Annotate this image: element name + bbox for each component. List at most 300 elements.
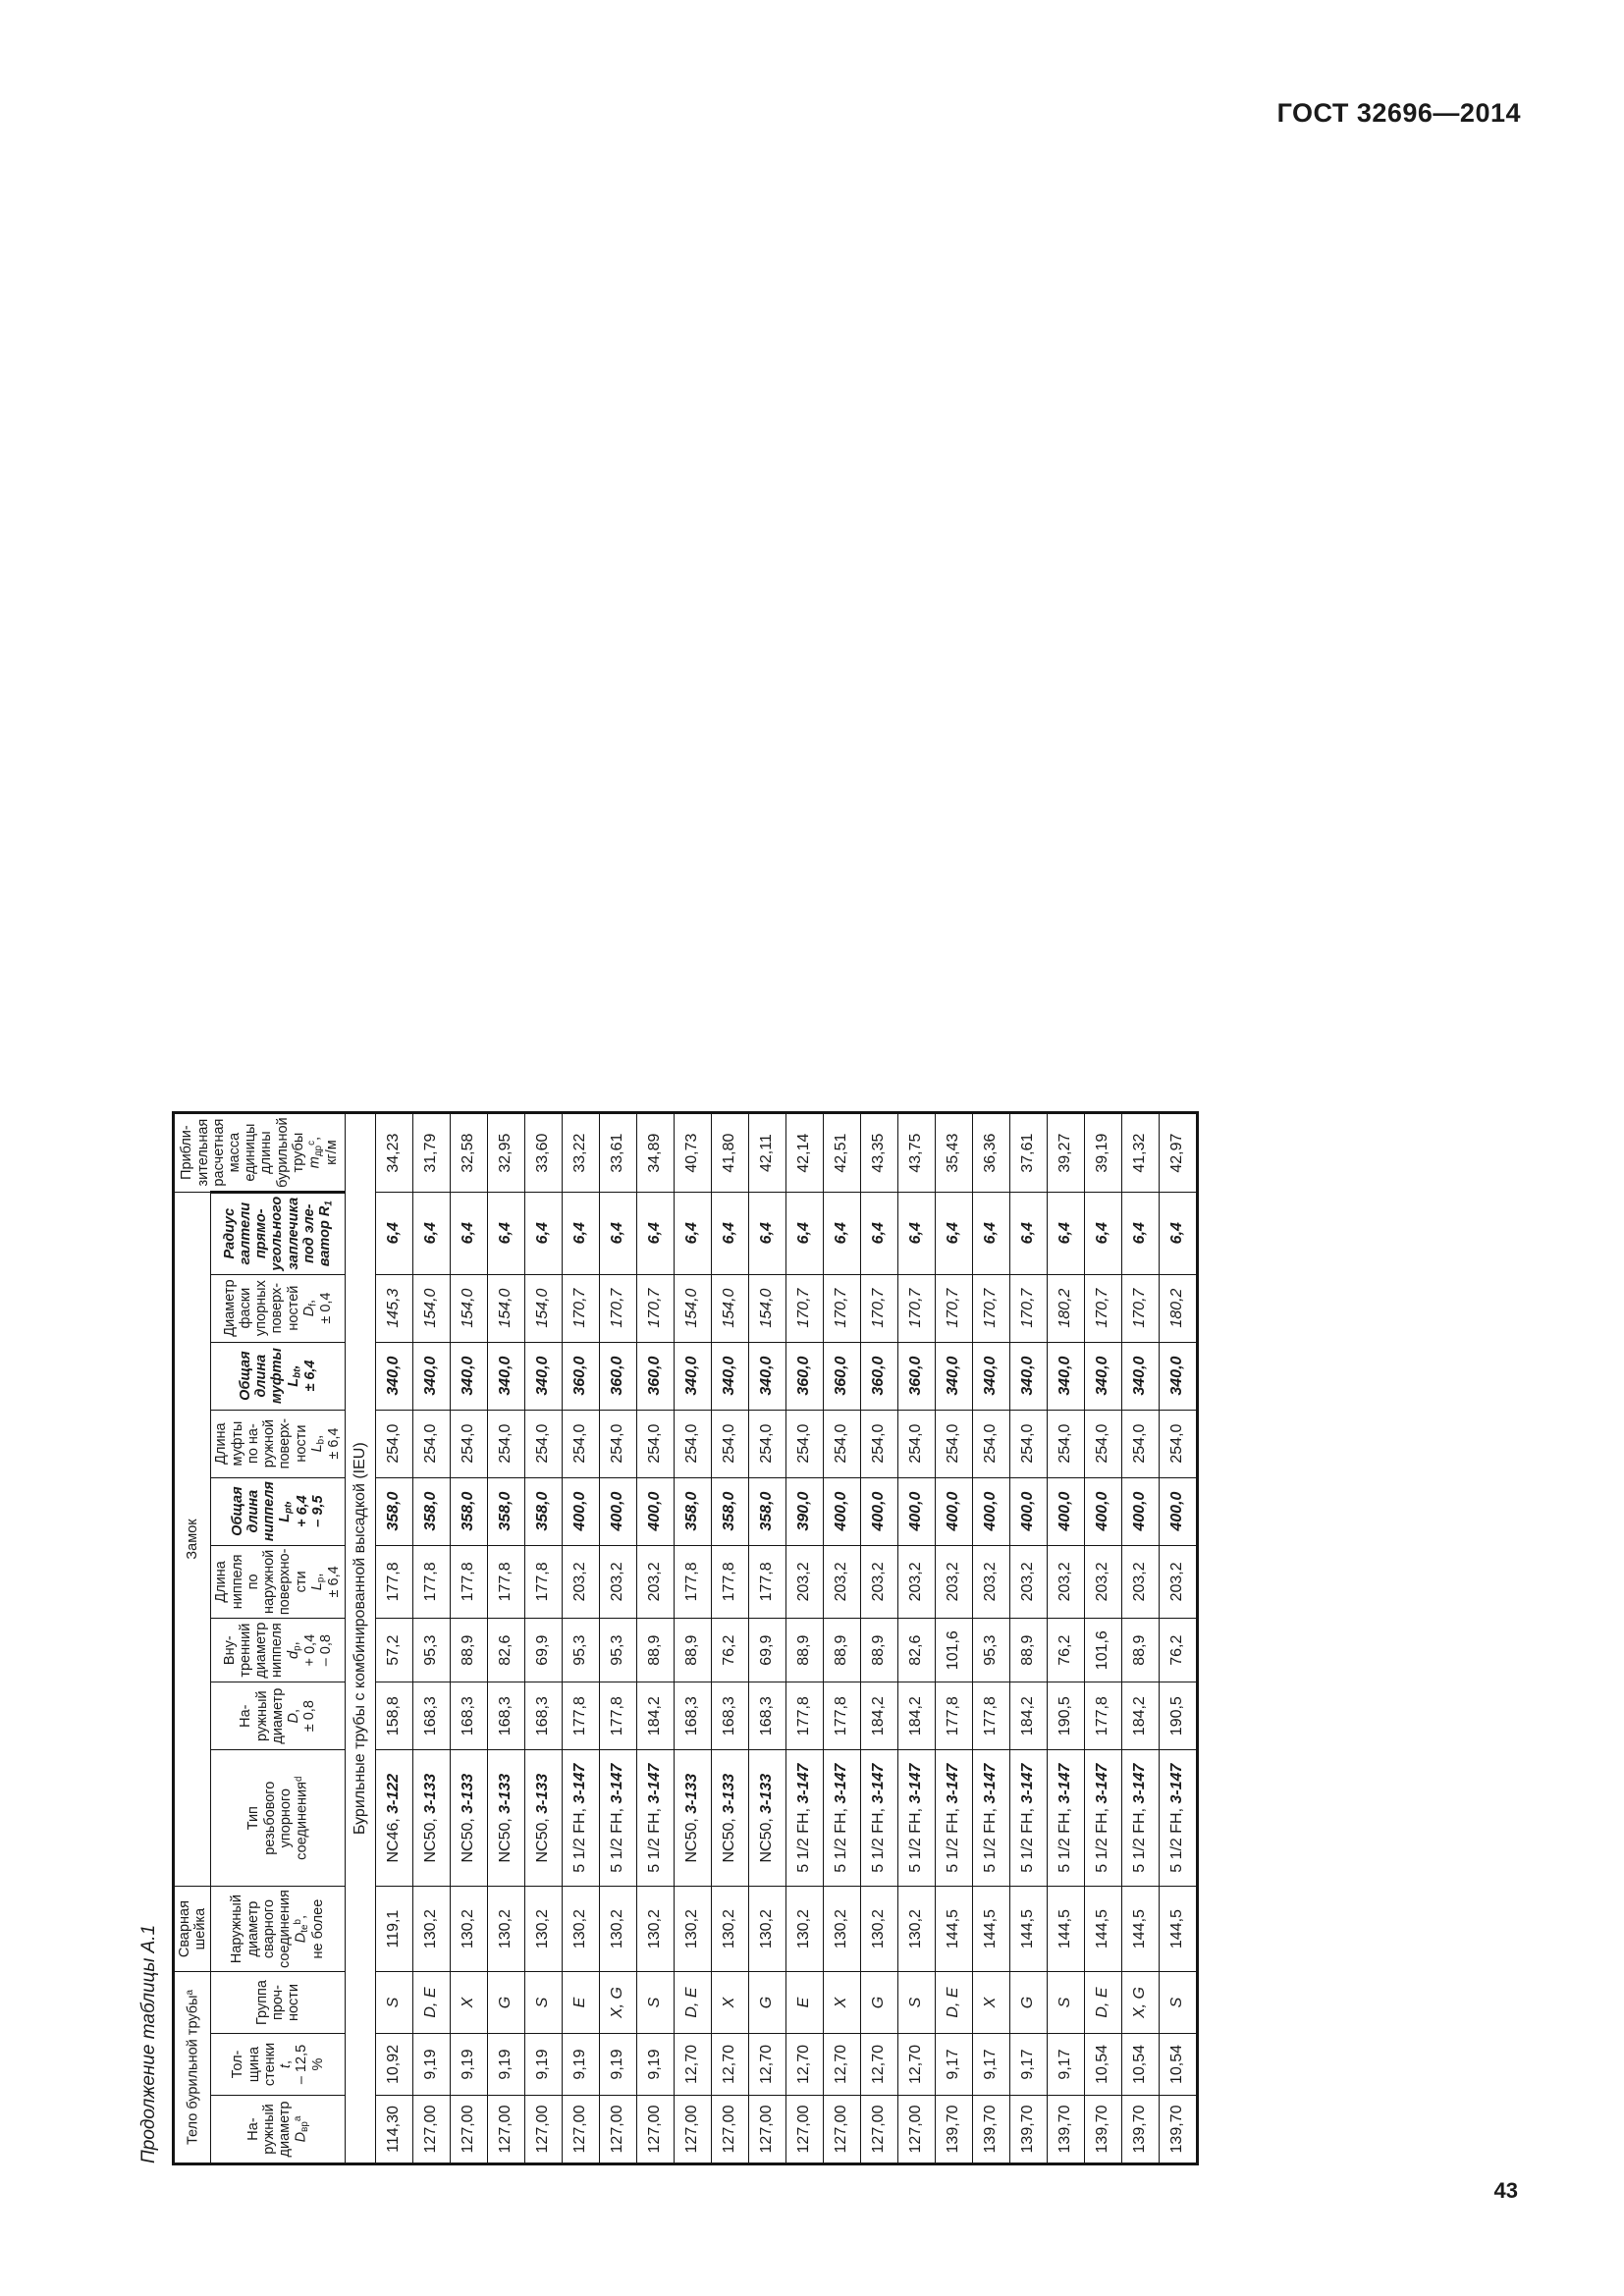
table-row bbox=[711, 1112, 748, 2163]
cell-weld-diameter: 130,2 bbox=[487, 1886, 524, 1971]
cell-box-length: 254,0 bbox=[935, 1410, 972, 1477]
cell-joint-outer-diameter: 184,2 bbox=[1009, 1682, 1047, 1749]
cell-strength-group: E bbox=[785, 1971, 823, 2033]
cell-strength-group: S bbox=[1159, 1971, 1197, 2033]
cell-strength-group: X bbox=[972, 1971, 1009, 2033]
cell-pin-length: 177,8 bbox=[524, 1545, 562, 1619]
cell-outer-diameter: 127,00 bbox=[674, 2095, 711, 2163]
cell-shoulder-bevel-diameter: 170,7 bbox=[1009, 1274, 1047, 1342]
cell-joint-outer-diameter: 168,3 bbox=[674, 1682, 711, 1749]
cell-elevator-fillet-radius: 6,4 bbox=[562, 1192, 599, 1274]
cell-pin-total-length: 400,0 bbox=[1084, 1477, 1121, 1545]
cell-box-total-length: 340,0 bbox=[1047, 1342, 1084, 1410]
cell-wall-thickness: 12,70 bbox=[674, 2033, 711, 2095]
cell-pin-inner-diameter: 95,3 bbox=[599, 1618, 636, 1682]
table-row bbox=[375, 1112, 412, 2163]
cell-strength-group: S bbox=[636, 1971, 674, 2033]
cell-pin-length: 203,2 bbox=[972, 1545, 1009, 1619]
cell-elevator-fillet-radius: 6,4 bbox=[1009, 1192, 1047, 1274]
cell-strength-group: X bbox=[711, 1971, 748, 2033]
cell-joint-outer-diameter: 184,2 bbox=[636, 1682, 674, 1749]
table-body bbox=[345, 1112, 1197, 2163]
page-number: 43 bbox=[1493, 2178, 1518, 2203]
cell-joint-outer-diameter: 184,2 bbox=[860, 1682, 897, 1749]
cell-pin-length: 203,2 bbox=[935, 1545, 972, 1619]
table-row bbox=[450, 1112, 487, 2163]
cell-pin-inner-diameter: 88,9 bbox=[823, 1618, 860, 1682]
cell-weld-diameter: 144,5 bbox=[1047, 1886, 1084, 1971]
cell-joint-outer-diameter: 168,3 bbox=[711, 1682, 748, 1749]
cell-wall-thickness: 12,70 bbox=[711, 2033, 748, 2095]
cell-box-length: 254,0 bbox=[375, 1410, 412, 1477]
cell-shoulder-bevel-diameter: 170,7 bbox=[636, 1274, 674, 1342]
cell-pin-length: 203,2 bbox=[1047, 1545, 1084, 1619]
cell-strength-group: G bbox=[748, 1971, 785, 2033]
cell-mass: 39,19 bbox=[1084, 1112, 1121, 1191]
col-header-pin-total-length: Общая длина ниппеля $L_{pt}$, + 6,4 – 9,5 bbox=[211, 1477, 345, 1545]
cell-pin-total-length: 400,0 bbox=[972, 1477, 1009, 1545]
cell-elevator-fillet-radius: 6,4 bbox=[972, 1192, 1009, 1274]
cell-box-length: 254,0 bbox=[599, 1410, 636, 1477]
cell-pin-length: 203,2 bbox=[1009, 1545, 1047, 1619]
cell-connection-type: 5 1/2 FH, 3-147 bbox=[897, 1749, 935, 1886]
cell-outer-diameter: 127,00 bbox=[897, 2095, 935, 2163]
cell-shoulder-bevel-diameter: 170,7 bbox=[562, 1274, 599, 1342]
cell-pin-length: 177,8 bbox=[487, 1545, 524, 1619]
cell-outer-diameter: 127,00 bbox=[748, 2095, 785, 2163]
cell-pin-inner-diameter: 95,3 bbox=[972, 1618, 1009, 1682]
cell-wall-thickness: 12,70 bbox=[860, 2033, 897, 2095]
cell-joint-outer-diameter: 177,8 bbox=[599, 1682, 636, 1749]
cell-pin-length: 203,2 bbox=[860, 1545, 897, 1619]
cell-wall-thickness: 12,70 bbox=[823, 2033, 860, 2095]
cell-mass: 33,61 bbox=[599, 1112, 636, 1191]
cell-connection-type: 5 1/2 FH, 3-147 bbox=[1159, 1749, 1197, 1886]
cell-wall-thickness: 9,17 bbox=[1047, 2033, 1084, 2095]
cell-pin-total-length: 390,0 bbox=[785, 1477, 823, 1545]
cell-mass: 32,58 bbox=[450, 1112, 487, 1191]
table-row bbox=[562, 1112, 599, 2163]
cell-strength-group: D, E bbox=[1084, 1971, 1121, 2033]
cell-pin-inner-diameter: 76,2 bbox=[1159, 1618, 1197, 1682]
cell-outer-diameter: 127,00 bbox=[524, 2095, 562, 2163]
cell-pin-total-length: 358,0 bbox=[674, 1477, 711, 1545]
col-header-connection-type: Тип резьбового упорного соединения$^d$ bbox=[211, 1749, 345, 1886]
table-row bbox=[972, 1112, 1009, 2163]
table-row bbox=[524, 1112, 562, 2163]
table-row bbox=[823, 1112, 860, 2163]
cell-strength-group: S bbox=[375, 1971, 412, 2033]
cell-wall-thickness: 9,17 bbox=[935, 2033, 972, 2095]
cell-box-total-length: 360,0 bbox=[897, 1342, 935, 1410]
cell-shoulder-bevel-diameter: 154,0 bbox=[674, 1274, 711, 1342]
cell-shoulder-bevel-diameter: 170,7 bbox=[935, 1274, 972, 1342]
cell-pin-inner-diameter: 95,3 bbox=[412, 1618, 450, 1682]
cell-pin-inner-diameter: 82,6 bbox=[897, 1618, 935, 1682]
table-row bbox=[1009, 1112, 1047, 2163]
cell-box-length: 254,0 bbox=[487, 1410, 524, 1477]
cell-pin-inner-diameter: 76,2 bbox=[1047, 1618, 1084, 1682]
cell-box-length: 254,0 bbox=[562, 1410, 599, 1477]
cell-joint-outer-diameter: 177,8 bbox=[972, 1682, 1009, 1749]
cell-joint-outer-diameter: 168,3 bbox=[524, 1682, 562, 1749]
cell-elevator-fillet-radius: 6,4 bbox=[636, 1192, 674, 1274]
cell-shoulder-bevel-diameter: 170,7 bbox=[860, 1274, 897, 1342]
cell-box-length: 254,0 bbox=[1121, 1410, 1159, 1477]
cell-elevator-fillet-radius: 6,4 bbox=[674, 1192, 711, 1274]
cell-mass: 33,60 bbox=[524, 1112, 562, 1191]
cell-box-total-length: 340,0 bbox=[748, 1342, 785, 1410]
cell-mass: 40,73 bbox=[674, 1112, 711, 1191]
cell-joint-outer-diameter: 177,8 bbox=[562, 1682, 599, 1749]
cell-pin-total-length: 400,0 bbox=[860, 1477, 897, 1545]
cell-mass: 37,61 bbox=[1009, 1112, 1047, 1191]
cell-pin-total-length: 358,0 bbox=[375, 1477, 412, 1545]
cell-elevator-fillet-radius: 6,4 bbox=[935, 1192, 972, 1274]
cell-pin-inner-diameter: 95,3 bbox=[562, 1618, 599, 1682]
cell-strength-group: X, G bbox=[1121, 1971, 1159, 2033]
cell-shoulder-bevel-diameter: 180,2 bbox=[1047, 1274, 1084, 1342]
cell-strength-group: G bbox=[487, 1971, 524, 2033]
cell-box-total-length: 360,0 bbox=[562, 1342, 599, 1410]
cell-outer-diameter: 139,70 bbox=[1047, 2095, 1084, 2163]
table-row bbox=[1121, 1112, 1159, 2163]
cell-box-length: 254,0 bbox=[1047, 1410, 1084, 1477]
table-row bbox=[487, 1112, 524, 2163]
cell-box-length: 254,0 bbox=[823, 1410, 860, 1477]
cell-pin-inner-diameter: 88,9 bbox=[860, 1618, 897, 1682]
cell-strength-group: X bbox=[450, 1971, 487, 2033]
cell-mass: 33,22 bbox=[562, 1112, 599, 1191]
cell-outer-diameter: 139,70 bbox=[1084, 2095, 1121, 2163]
cell-pin-inner-diameter: 69,9 bbox=[748, 1618, 785, 1682]
cell-elevator-fillet-radius: 6,4 bbox=[1121, 1192, 1159, 1274]
cell-elevator-fillet-radius: 6,4 bbox=[375, 1192, 412, 1274]
cell-pin-total-length: 400,0 bbox=[599, 1477, 636, 1545]
cell-connection-type: NC50, 3-133 bbox=[412, 1749, 450, 1886]
cell-pin-inner-diameter: 82,6 bbox=[487, 1618, 524, 1682]
cell-mass: 42,97 bbox=[1159, 1112, 1197, 1191]
cell-connection-type: 5 1/2 FH, 3-147 bbox=[860, 1749, 897, 1886]
cell-connection-type: NC50, 3-133 bbox=[748, 1749, 785, 1886]
cell-elevator-fillet-radius: 6,4 bbox=[748, 1192, 785, 1274]
table-row bbox=[1159, 1112, 1197, 2163]
cell-pin-length: 203,2 bbox=[562, 1545, 599, 1619]
cell-joint-outer-diameter: 177,8 bbox=[785, 1682, 823, 1749]
cell-box-total-length: 340,0 bbox=[1159, 1342, 1197, 1410]
cell-shoulder-bevel-diameter: 180,2 bbox=[1159, 1274, 1197, 1342]
cell-pin-length: 203,2 bbox=[785, 1545, 823, 1619]
cell-box-length: 254,0 bbox=[1084, 1410, 1121, 1477]
cell-connection-type: NC50, 3-133 bbox=[450, 1749, 487, 1886]
table-row bbox=[674, 1112, 711, 2163]
cell-box-total-length: 360,0 bbox=[785, 1342, 823, 1410]
cell-outer-diameter: 139,70 bbox=[972, 2095, 1009, 2163]
cell-mass: 42,11 bbox=[748, 1112, 785, 1191]
table-row bbox=[785, 1112, 823, 2163]
cell-pin-total-length: 400,0 bbox=[1009, 1477, 1047, 1545]
cell-wall-thickness: 12,70 bbox=[748, 2033, 785, 2095]
table-row bbox=[1084, 1112, 1121, 2163]
cell-mass: 41,80 bbox=[711, 1112, 748, 1191]
cell-shoulder-bevel-diameter: 154,0 bbox=[748, 1274, 785, 1342]
cell-pin-inner-diameter: 69,9 bbox=[524, 1618, 562, 1682]
cell-pin-length: 203,2 bbox=[1159, 1545, 1197, 1619]
cell-mass: 31,79 bbox=[412, 1112, 450, 1191]
cell-mass: 32,95 bbox=[487, 1112, 524, 1191]
cell-weld-diameter: 119,1 bbox=[375, 1886, 412, 1971]
cell-mass: 36,36 bbox=[972, 1112, 1009, 1191]
cell-pin-length: 177,8 bbox=[412, 1545, 450, 1619]
cell-elevator-fillet-radius: 6,4 bbox=[1047, 1192, 1084, 1274]
cell-pin-length: 203,2 bbox=[599, 1545, 636, 1619]
cell-mass: 34,89 bbox=[636, 1112, 674, 1191]
cell-box-total-length: 360,0 bbox=[636, 1342, 674, 1410]
cell-connection-type: 5 1/2 FH, 3-147 bbox=[599, 1749, 636, 1886]
cell-weld-diameter: 130,2 bbox=[412, 1886, 450, 1971]
cell-joint-outer-diameter: 168,3 bbox=[487, 1682, 524, 1749]
cell-outer-diameter: 139,70 bbox=[1159, 2095, 1197, 2163]
cell-strength-group: D, E bbox=[412, 1971, 450, 2033]
cell-box-length: 254,0 bbox=[636, 1410, 674, 1477]
table-row bbox=[599, 1112, 636, 2163]
table-row bbox=[636, 1112, 674, 2163]
cell-box-length: 254,0 bbox=[1009, 1410, 1047, 1477]
cell-connection-type: NC50, 3-133 bbox=[674, 1749, 711, 1886]
cell-strength-group: E bbox=[562, 1971, 599, 2033]
cell-pin-length: 177,8 bbox=[375, 1545, 412, 1619]
cell-weld-diameter: 130,2 bbox=[748, 1886, 785, 1971]
cell-box-length: 254,0 bbox=[748, 1410, 785, 1477]
cell-shoulder-bevel-diameter: 154,0 bbox=[487, 1274, 524, 1342]
group-header-weld-neck: Сварная шейка bbox=[174, 1886, 211, 1971]
cell-outer-diameter: 127,00 bbox=[636, 2095, 674, 2163]
cell-strength-group: G bbox=[860, 1971, 897, 2033]
cell-elevator-fillet-radius: 6,4 bbox=[450, 1192, 487, 1274]
section-title: Бурильные трубы с комбинированной высадкой (IEU) bbox=[345, 1112, 375, 2163]
table-row bbox=[412, 1112, 450, 2163]
cell-box-total-length: 340,0 bbox=[1009, 1342, 1047, 1410]
cell-pin-length: 177,8 bbox=[674, 1545, 711, 1619]
cell-shoulder-bevel-diameter: 170,7 bbox=[1121, 1274, 1159, 1342]
cell-elevator-fillet-radius: 6,4 bbox=[412, 1192, 450, 1274]
cell-joint-outer-diameter: 184,2 bbox=[897, 1682, 935, 1749]
cell-box-total-length: 360,0 bbox=[860, 1342, 897, 1410]
cell-pin-total-length: 400,0 bbox=[1159, 1477, 1197, 1545]
cell-mass: 39,27 bbox=[1047, 1112, 1084, 1191]
cell-connection-type: 5 1/2 FH, 3-147 bbox=[1009, 1749, 1047, 1886]
cell-connection-type: NC50, 3-133 bbox=[487, 1749, 524, 1886]
cell-box-length: 254,0 bbox=[412, 1410, 450, 1477]
cell-wall-thickness: 9,17 bbox=[1009, 2033, 1047, 2095]
cell-outer-diameter: 127,00 bbox=[599, 2095, 636, 2163]
cell-pin-total-length: 400,0 bbox=[1047, 1477, 1084, 1545]
cell-outer-diameter: 127,00 bbox=[487, 2095, 524, 2163]
cell-joint-outer-diameter: 177,8 bbox=[1084, 1682, 1121, 1749]
cell-shoulder-bevel-diameter: 154,0 bbox=[711, 1274, 748, 1342]
col-header-outer-diameter: На- ружный диаметр $D_{вр}^a$ bbox=[211, 2095, 345, 2163]
cell-shoulder-bevel-diameter: 154,0 bbox=[412, 1274, 450, 1342]
group-header-body: Тело бурильной трубы$^a$ bbox=[174, 1971, 211, 2163]
col-header-mass: Прибли- зительная расчетная масса единицы длины бурильной трубы $m_{др}^c$, кг/м bbox=[174, 1112, 346, 1191]
cell-weld-diameter: 130,2 bbox=[524, 1886, 562, 1971]
cell-strength-group: S bbox=[524, 1971, 562, 2033]
cell-elevator-fillet-radius: 6,4 bbox=[711, 1192, 748, 1274]
cell-weld-diameter: 130,2 bbox=[860, 1886, 897, 1971]
cell-pin-length: 203,2 bbox=[636, 1545, 674, 1619]
cell-box-length: 254,0 bbox=[897, 1410, 935, 1477]
cell-box-length: 254,0 bbox=[860, 1410, 897, 1477]
cell-pin-total-length: 358,0 bbox=[487, 1477, 524, 1545]
cell-shoulder-bevel-diameter: 170,7 bbox=[1084, 1274, 1121, 1342]
cell-pin-length: 203,2 bbox=[1084, 1545, 1121, 1619]
cell-wall-thickness: 9,19 bbox=[636, 2033, 674, 2095]
cell-pin-length: 177,8 bbox=[450, 1545, 487, 1619]
cell-weld-diameter: 130,2 bbox=[711, 1886, 748, 1971]
cell-joint-outer-diameter: 168,3 bbox=[450, 1682, 487, 1749]
cell-box-total-length: 340,0 bbox=[972, 1342, 1009, 1410]
col-header-joint-outer-diameter: На- ружный диаметр D, ± 0,8 bbox=[211, 1682, 345, 1749]
col-header-pin-inner-diameter: Вну- тренний диаметр ниппеля $d_p$, + 0,4 – 0,8 bbox=[211, 1618, 345, 1682]
cell-shoulder-bevel-diameter: 145,3 bbox=[375, 1274, 412, 1342]
col-header-box-length: Длина муфты по на- ружной поверх- ности $L_b$, ± 6,4 bbox=[211, 1410, 345, 1477]
cell-elevator-fillet-radius: 6,4 bbox=[860, 1192, 897, 1274]
cell-connection-type: 5 1/2 FH, 3-147 bbox=[935, 1749, 972, 1886]
cell-shoulder-bevel-diameter: 154,0 bbox=[450, 1274, 487, 1342]
cell-mass: 43,35 bbox=[860, 1112, 897, 1191]
cell-elevator-fillet-radius: 6,4 bbox=[897, 1192, 935, 1274]
cell-box-total-length: 340,0 bbox=[1084, 1342, 1121, 1410]
cell-mass: 42,14 bbox=[785, 1112, 823, 1191]
cell-elevator-fillet-radius: 6,4 bbox=[823, 1192, 860, 1274]
cell-joint-outer-diameter: 184,2 bbox=[1121, 1682, 1159, 1749]
cell-pin-total-length: 400,0 bbox=[897, 1477, 935, 1545]
cell-connection-type: 5 1/2 FH, 3-147 bbox=[1047, 1749, 1084, 1886]
cell-elevator-fillet-radius: 6,4 bbox=[1084, 1192, 1121, 1274]
cell-box-length: 254,0 bbox=[674, 1410, 711, 1477]
col-header-shoulder-bevel-diameter: Диаметр фаски упорных поверх- ностей $D_f$, ± 0,4 bbox=[211, 1274, 345, 1342]
cell-box-length: 254,0 bbox=[1159, 1410, 1197, 1477]
table-row bbox=[935, 1112, 972, 2163]
cell-joint-outer-diameter: 190,5 bbox=[1047, 1682, 1084, 1749]
section-title-row bbox=[345, 1112, 375, 2163]
cell-wall-thickness: 9,19 bbox=[412, 2033, 450, 2095]
cell-mass: 34,23 bbox=[375, 1112, 412, 1191]
cell-pin-total-length: 358,0 bbox=[450, 1477, 487, 1545]
cell-pin-total-length: 400,0 bbox=[562, 1477, 599, 1545]
cell-wall-thickness: 10,54 bbox=[1159, 2033, 1197, 2095]
cell-elevator-fillet-radius: 6,4 bbox=[599, 1192, 636, 1274]
cell-box-total-length: 340,0 bbox=[935, 1342, 972, 1410]
cell-weld-diameter: 130,2 bbox=[785, 1886, 823, 1971]
cell-strength-group: X, G bbox=[599, 1971, 636, 2033]
cell-joint-outer-diameter: 168,3 bbox=[748, 1682, 785, 1749]
cell-weld-diameter: 144,5 bbox=[1009, 1886, 1047, 1971]
cell-wall-thickness: 9,19 bbox=[599, 2033, 636, 2095]
cell-box-length: 254,0 bbox=[524, 1410, 562, 1477]
cell-elevator-fillet-radius: 6,4 bbox=[487, 1192, 524, 1274]
col-header-strength-group: Группа проч- ности bbox=[211, 1971, 345, 2033]
cell-pin-inner-diameter: 88,9 bbox=[785, 1618, 823, 1682]
cell-pin-length: 177,8 bbox=[748, 1545, 785, 1619]
table-row bbox=[748, 1112, 785, 2163]
cell-connection-type: 5 1/2 FH, 3-147 bbox=[823, 1749, 860, 1886]
cell-connection-type: NC46, 3-122 bbox=[375, 1749, 412, 1886]
cell-connection-type: 5 1/2 FH, 3-147 bbox=[1084, 1749, 1121, 1886]
group-header-row bbox=[174, 1112, 211, 2163]
cell-pin-total-length: 358,0 bbox=[711, 1477, 748, 1545]
cell-box-total-length: 340,0 bbox=[412, 1342, 450, 1410]
cell-weld-diameter: 130,2 bbox=[636, 1886, 674, 1971]
col-header-weld-diameter: Наружный диаметр сварного соединения $D_{te}^b$, не более bbox=[211, 1886, 345, 1971]
cell-pin-inner-diameter: 76,2 bbox=[711, 1618, 748, 1682]
cell-outer-diameter: 139,70 bbox=[1009, 2095, 1047, 2163]
standard-header: ГОСТ 32696—2014 bbox=[1276, 98, 1521, 128]
cell-joint-outer-diameter: 168,3 bbox=[412, 1682, 450, 1749]
cell-outer-diameter: 127,00 bbox=[785, 2095, 823, 2163]
cell-wall-thickness: 10,54 bbox=[1084, 2033, 1121, 2095]
cell-weld-diameter: 144,5 bbox=[1121, 1886, 1159, 1971]
cell-connection-type: 5 1/2 FH, 3-147 bbox=[562, 1749, 599, 1886]
cell-wall-thickness: 9,19 bbox=[524, 2033, 562, 2095]
cell-pin-total-length: 400,0 bbox=[823, 1477, 860, 1545]
cell-box-total-length: 340,0 bbox=[1121, 1342, 1159, 1410]
cell-wall-thickness: 9,19 bbox=[562, 2033, 599, 2095]
table-row bbox=[860, 1112, 897, 2163]
cell-wall-thickness: 10,54 bbox=[1121, 2033, 1159, 2095]
cell-box-length: 254,0 bbox=[711, 1410, 748, 1477]
cell-wall-thickness: 12,70 bbox=[897, 2033, 935, 2095]
cell-outer-diameter: 139,70 bbox=[1121, 2095, 1159, 2163]
cell-outer-diameter: 127,00 bbox=[450, 2095, 487, 2163]
cell-connection-type: 5 1/2 FH, 3-147 bbox=[785, 1749, 823, 1886]
cell-pin-length: 203,2 bbox=[823, 1545, 860, 1619]
cell-outer-diameter: 127,00 bbox=[562, 2095, 599, 2163]
cell-joint-outer-diameter: 177,8 bbox=[935, 1682, 972, 1749]
cell-pin-inner-diameter: 101,6 bbox=[1084, 1618, 1121, 1682]
cell-box-length: 254,0 bbox=[785, 1410, 823, 1477]
cell-connection-type: 5 1/2 FH, 3-147 bbox=[636, 1749, 674, 1886]
cell-wall-thickness: 9,19 bbox=[487, 2033, 524, 2095]
cell-box-total-length: 340,0 bbox=[487, 1342, 524, 1410]
column-header-row bbox=[211, 1112, 345, 2163]
cell-strength-group: D, E bbox=[674, 1971, 711, 2033]
col-header-wall-thickness: Тол- щина стенки t, – 12,5 % bbox=[211, 2033, 345, 2095]
group-header-lock: Замок bbox=[174, 1192, 211, 1886]
table-caption: Продолжение таблицы А.1 bbox=[138, 1924, 159, 2163]
cell-outer-diameter: 114,30 bbox=[375, 2095, 412, 2163]
cell-weld-diameter: 144,5 bbox=[1159, 1886, 1197, 1971]
col-header-pin-length: Длина ниппеля по наружной поверхно- сти $L_p$, ± 6,4 bbox=[211, 1545, 345, 1619]
cell-box-length: 254,0 bbox=[450, 1410, 487, 1477]
cell-mass: 43,75 bbox=[897, 1112, 935, 1191]
cell-shoulder-bevel-diameter: 170,7 bbox=[785, 1274, 823, 1342]
col-header-elevator-fillet-radius: Радиус галтели прямо- угольного заплечика под эле- ватор $R_1$ bbox=[211, 1192, 345, 1274]
drill-pipe-spec-table bbox=[172, 1111, 1199, 2165]
cell-pin-total-length: 358,0 bbox=[412, 1477, 450, 1545]
cell-joint-outer-diameter: 158,8 bbox=[375, 1682, 412, 1749]
cell-box-length: 254,0 bbox=[972, 1410, 1009, 1477]
cell-wall-thickness: 12,70 bbox=[785, 2033, 823, 2095]
cell-pin-total-length: 400,0 bbox=[636, 1477, 674, 1545]
cell-shoulder-bevel-diameter: 170,7 bbox=[972, 1274, 1009, 1342]
cell-weld-diameter: 144,5 bbox=[935, 1886, 972, 1971]
cell-box-total-length: 340,0 bbox=[524, 1342, 562, 1410]
cell-shoulder-bevel-diameter: 154,0 bbox=[524, 1274, 562, 1342]
cell-box-total-length: 340,0 bbox=[450, 1342, 487, 1410]
cell-joint-outer-diameter: 177,8 bbox=[823, 1682, 860, 1749]
cell-strength-group: G bbox=[1009, 1971, 1047, 2033]
